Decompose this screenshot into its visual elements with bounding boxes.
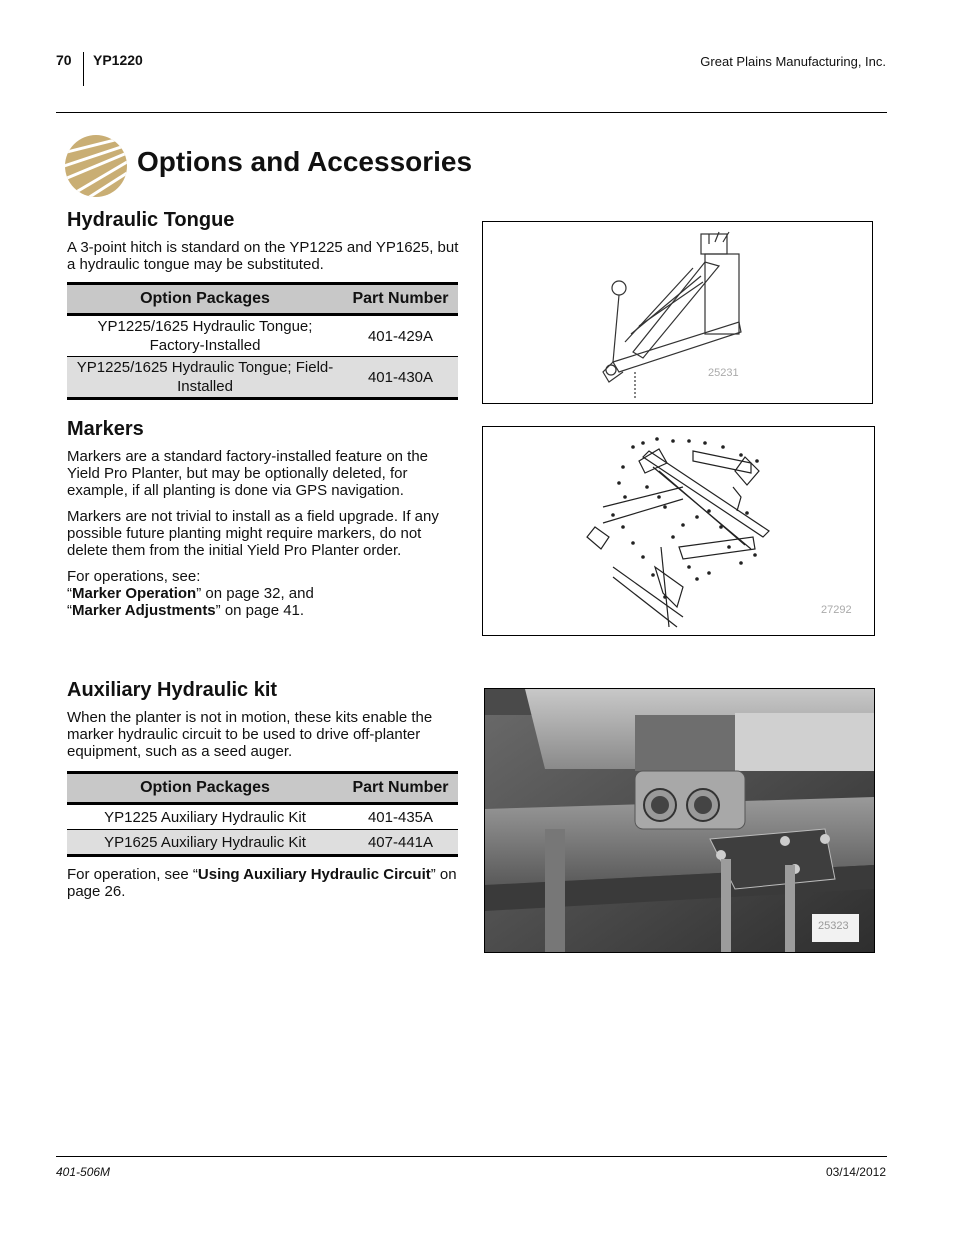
table-cell: 407-441A [343,830,458,856]
markers-paragraph-3: For operations, see: “Marker Operation” on page 32, and “Marker Adjustments” on page 41. [67,568,314,619]
aux-hydraulic-heading: Auxiliary Hydraulic kit [67,679,278,701]
hydraulic-tongue-intro: A 3-point hitch is standard on the YP1225 and YP1625, but a hydraulic tongue may be substituted. [67,239,459,273]
document-date: 03/14/2012 [825,1165,886,1179]
company-name: Great Plains Manufacturing, Inc. [700,54,886,69]
hydraulic-tongue-drawing [483,222,872,403]
marker-exploded-figure [482,426,875,636]
aux-hydraulic-intro: When the planter is not in motion, these kits enable the marker hydraulic circuit to be used to drive off-planter equipment, such as a seed auger. [67,709,433,760]
aux-hydraulic-table [67,771,458,857]
operations-intro: For operations, see: [67,568,201,585]
table-header: Option Packages [67,284,343,315]
table-row [67,357,458,399]
table-header: Part Number [343,773,458,804]
aux-hydraulic-photo [484,688,875,953]
ref2-tail: ” on page 41. [215,602,305,619]
marker-operation-link[interactable]: Marker Operation [72,585,197,602]
great-plains-logo-icon [65,135,127,197]
aux-operation-reference: For operation, see “Using Auxiliary Hydraulic Circuit” on page 26. [67,866,457,900]
table-cell: 401-430A [343,357,458,399]
hydraulic-tongue-heading: Hydraulic Tongue [67,209,235,231]
header-rule [56,112,887,113]
table-cell: YP1625 Auxiliary Hydraulic Kit [67,830,343,856]
footer-rule [56,1156,887,1157]
markers-section [67,418,459,619]
hydraulic-tongue-section [67,209,459,400]
document-number: 401-506M [56,1165,111,1179]
page-number: 70 [56,52,72,68]
page-title: Options and Accessories [137,146,473,177]
hydraulic-tongue-table [67,282,458,400]
table-row [67,315,458,357]
table-header: Part Number [343,284,458,315]
table-cell: 401-429A [343,315,458,357]
table-row [67,830,458,856]
table-cell: YP1225/1625 Hydraulic Tongue; Factory-Installed [67,315,343,357]
using-aux-circuit-link[interactable]: Using Auxiliary Hydraulic Circuit [197,866,431,883]
table-row [67,804,458,830]
figure-number: 27292 [821,604,852,616]
hydraulic-tongue-figure [482,221,873,404]
header-divider [83,52,84,86]
markers-paragraph-1: Markers are a standard factory-installed feature on the Yield Pro Planter, but may be optionally deleted, for example, if all planting is done via GPS navigation. [67,448,429,499]
table-cell: 401-435A [343,804,458,830]
table-cell: YP1225 Auxiliary Hydraulic Kit [67,804,343,830]
ref1-tail: ” on page 32, and [196,585,314,602]
marker-exploded-drawing [483,427,874,635]
table-header: Option Packages [67,773,343,804]
figure-number: 25231 [708,367,739,379]
figure-number: 25323 [818,920,849,932]
markers-heading: Markers [67,418,144,440]
markers-paragraph-2: Markers are not trivial to install as a field upgrade. If any possible future planting might require markers, do not delete them from the initial Yield Pro Planter order. [67,508,439,559]
marker-adjustments-link[interactable]: Marker Adjustments [72,602,216,619]
aux-hydraulic-section [67,679,459,900]
model-name: YP1220 [93,52,143,68]
aux-hydraulic-photo-image [485,689,874,952]
table-cell: YP1225/1625 Hydraulic Tongue; Field-Installed [67,357,343,399]
